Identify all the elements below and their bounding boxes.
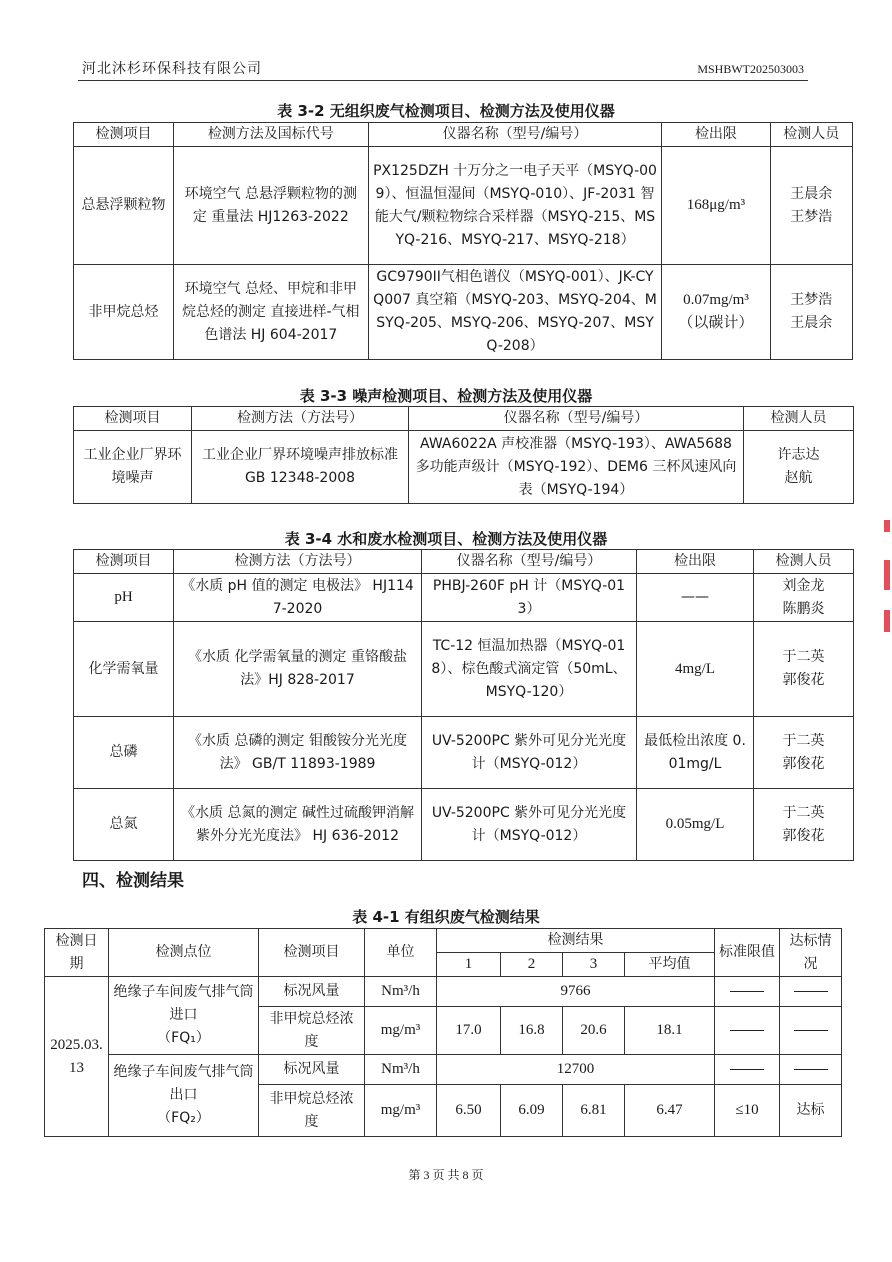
unit-cell: Nm³/h	[365, 1055, 437, 1085]
table-row	[74, 717, 854, 789]
limit-cell: 最低检出浓度 0.01mg/L	[637, 717, 754, 789]
ok-cell: 达标	[780, 1085, 842, 1137]
table-row	[74, 789, 854, 861]
staff-name: 郭俊花	[782, 672, 825, 688]
table-row	[45, 1055, 842, 1085]
avg-cell: 18.1	[625, 1007, 715, 1055]
table-3-2-caption: 表 3-2 无组织废气检测项目、检测方法及使用仪器	[277, 102, 615, 120]
table-header-cell: 2	[501, 953, 563, 977]
value-cell: 17.0	[437, 1007, 501, 1055]
limit-note: （以碳计）	[678, 315, 754, 331]
table-header-cell: 达标情况	[780, 929, 842, 977]
value-cell: 6.81	[563, 1085, 625, 1137]
table-4-1-caption: 表 4-1 有组织废气检测结果	[352, 908, 540, 926]
value-cell: 16.8	[501, 1007, 563, 1055]
dash-mark	[794, 1069, 828, 1070]
method-cell: 环境空气 总烃、甲烷和非甲烷总烃的测定 直接进样-气相色谱法 HJ 604-2017	[173, 265, 368, 360]
point-code: （FQ₁）	[157, 1030, 210, 1046]
table-4-1	[44, 928, 842, 1137]
staff-name: 王晨余	[790, 185, 833, 202]
avg-cell: 6.47	[625, 1085, 715, 1137]
method-cell: 《水质 总磷的测定 钼酸铵分光光度法》 GB/T 11893-1989	[174, 717, 422, 789]
staff-cell	[754, 622, 854, 717]
item-cell: 化学需氧量	[74, 622, 174, 717]
item-cell: 非甲烷总烃	[74, 265, 174, 360]
instrument-cell: PX125DZH 十万分之一电子天平（MSYQ-009）、恒温恒湿间（MSYQ-010）、JF-2031 智能大气/颗粒物综合采样器（MSYQ-215、MSYQ-216、MSYQ-217、MSYQ-218）	[368, 147, 662, 265]
table-row	[74, 147, 853, 265]
instrument-cell: AWA6022A 声校准器（MSYQ-193）、AWA5688 多功能声级计（MSYQ-192）、DEM6 三杯风速风向表（MSYQ-194）	[409, 431, 744, 504]
item-cell: 总氮	[74, 789, 174, 861]
staff-name: 陈鹏炎	[782, 600, 825, 617]
table-header-cell: 检出限	[662, 123, 770, 147]
table-header-cell: 平均值	[625, 953, 715, 977]
staff-name: 赵航	[784, 470, 813, 486]
table-3-4	[73, 549, 854, 861]
item-cell: 非甲烷总烃浓度	[259, 1007, 365, 1055]
unit-cell: mg/m³	[365, 1007, 437, 1055]
point-name: 绝缘子车间废气排气筒进口	[113, 984, 254, 1023]
ok-cell	[780, 1055, 842, 1085]
limit-value: 0.07mg/m³	[683, 292, 749, 308]
table-header-cell: 检测项目	[259, 929, 365, 977]
instrument-cell: UV-5200PC 紫外可见分光光度计（MSYQ-012）	[422, 717, 637, 789]
page-footer: 第 3 页 共 8 页	[408, 1168, 484, 1182]
dash-mark	[730, 1069, 764, 1070]
staff-name: 于二英	[782, 804, 825, 821]
instrument-cell: TC-12 恒温加热器（MSYQ-018）、棕色酸式滴定管（50mL、MSYQ-120）	[422, 622, 637, 717]
staff-name: 郭俊花	[782, 755, 825, 772]
table-header-cell: 仪器名称（型号/编号）	[409, 407, 744, 431]
staff-name: 许志达	[777, 447, 820, 463]
ok-cell	[780, 977, 842, 1007]
method-cell: 工业企业厂界环境噪声排放标准 GB 12348-2008	[192, 431, 409, 504]
table-header-cell: 检测方法（方法号）	[192, 407, 409, 431]
table-row	[74, 431, 854, 504]
table-header-cell: 检测项目	[74, 123, 174, 147]
table-header-cell: 检测方法及国标代号	[173, 123, 368, 147]
seal-edge-mark	[884, 520, 890, 532]
limit-cell: ——	[637, 574, 754, 622]
company-name: 河北沐杉环保科技有限公司	[82, 61, 262, 77]
staff-cell	[754, 717, 854, 789]
value-cell: 9766	[437, 977, 715, 1007]
table-header-cell: 检出限	[637, 550, 754, 574]
table-header-cell: 检测人员	[754, 550, 854, 574]
unit-cell: Nm³/h	[365, 977, 437, 1007]
value-cell: 6.09	[501, 1085, 563, 1137]
staff-name: 于二英	[782, 732, 825, 749]
table-header-cell: 检测结果	[437, 929, 715, 953]
instrument-cell: GC9790II气相色谱仪（MSYQ-001）、JK-CYQ007 真空箱（MSYQ-203、MSYQ-204、MSYQ-205、MSYQ-206、MSYQ-207、MSYQ-208）	[368, 265, 662, 360]
method-cell: 《水质 总氮的测定 碱性过硫酸钾消解紫外分光光度法》 HJ 636-2012	[174, 789, 422, 861]
staff-name: 刘金龙	[782, 577, 825, 594]
date-cell: 2025.03.13	[45, 977, 109, 1137]
limit-cell: 168μg/m³	[662, 147, 770, 265]
table-row	[74, 574, 854, 622]
ok-cell	[780, 1007, 842, 1055]
instrument-cell: PHBJ-260F pH 计（MSYQ-013）	[422, 574, 637, 622]
table-header-cell: 标准限值	[715, 929, 780, 977]
item-cell: 标况风量	[259, 977, 365, 1007]
method-cell: 《水质 pH 值的测定 电极法》 HJ1147-2020	[174, 574, 422, 622]
table-header-cell: 检测人员	[744, 407, 854, 431]
item-cell: 工业企业厂界环境噪声	[74, 431, 192, 504]
dash-mark	[794, 991, 828, 992]
staff-name: 王梦浩	[790, 208, 833, 225]
staff-name: 于二英	[782, 649, 825, 665]
table-header-cell: 检测方法（方法号）	[174, 550, 422, 574]
table-header-cell: 检测日期	[45, 929, 109, 977]
std-cell	[715, 977, 780, 1007]
table-3-3-caption: 表 3-3 噪声检测项目、检测方法及使用仪器	[299, 387, 593, 405]
item-cell: 非甲烷总烃浓度	[259, 1085, 365, 1137]
value-cell: 12700	[437, 1055, 715, 1085]
staff-cell	[770, 147, 852, 265]
report-number: MSHBWT202503003	[697, 62, 804, 76]
std-cell	[715, 1007, 780, 1055]
item-cell: 总磷	[74, 717, 174, 789]
unit-cell: mg/m³	[365, 1085, 437, 1137]
table-3-4-caption: 表 3-4 水和废水检测项目、检测方法及使用仪器	[284, 530, 608, 548]
section-heading: 四、检测结果	[82, 871, 184, 891]
seal-edge-mark	[884, 610, 890, 632]
table-3-2	[73, 122, 853, 360]
table-row	[74, 622, 854, 717]
point-cell	[109, 1055, 259, 1137]
staff-cell	[754, 789, 854, 861]
header-divider	[78, 80, 808, 81]
item-cell: 总悬浮颗粒物	[74, 147, 174, 265]
table-row	[74, 265, 853, 360]
table-header-cell: 3	[563, 953, 625, 977]
method-cell: 环境空气 总悬浮颗粒物的测定 重量法 HJ1263-2022	[173, 147, 368, 265]
limit-cell	[662, 265, 770, 360]
table-header-cell: 检测项目	[74, 407, 192, 431]
value-cell: 6.50	[437, 1085, 501, 1137]
table-header-cell: 检测项目	[74, 550, 174, 574]
point-name: 绝缘子车间废气排气筒出口	[113, 1064, 254, 1103]
limit-cell: 0.05mg/L	[637, 789, 754, 861]
table-header-cell: 检测人员	[770, 123, 852, 147]
staff-name: 王晨余	[790, 315, 833, 331]
table-row	[45, 977, 842, 1007]
table-header-cell: 单位	[365, 929, 437, 977]
seal-edge-mark	[884, 560, 890, 590]
std-cell	[715, 1055, 780, 1085]
instrument-cell: UV-5200PC 紫外可见分光光度计（MSYQ-012）	[422, 789, 637, 861]
table-3-3	[73, 406, 854, 504]
table-header-cell: 仪器名称（型号/编号）	[368, 123, 662, 147]
dash-mark	[730, 991, 764, 992]
table-header-cell: 1	[437, 953, 501, 977]
value-cell: 20.6	[563, 1007, 625, 1055]
dash-mark	[730, 1030, 764, 1031]
limit-cell: 4mg/L	[637, 622, 754, 717]
item-cell: pH	[74, 574, 174, 622]
method-cell: 《水质 化学需氧量的测定 重铬酸盐法》HJ 828-2017	[174, 622, 422, 717]
staff-name: 王梦浩	[790, 292, 833, 308]
staff-cell	[754, 574, 854, 622]
point-code: （FQ₂）	[157, 1110, 210, 1126]
table-header-cell: 仪器名称（型号/编号）	[422, 550, 637, 574]
staff-cell	[744, 431, 854, 504]
std-cell: ≤10	[715, 1085, 780, 1137]
point-cell	[109, 977, 259, 1055]
dash-mark	[794, 1030, 828, 1031]
table-header-cell: 检测点位	[109, 929, 259, 977]
staff-name: 郭俊花	[782, 827, 825, 844]
staff-cell	[770, 265, 852, 360]
item-cell: 标况风量	[259, 1055, 365, 1085]
